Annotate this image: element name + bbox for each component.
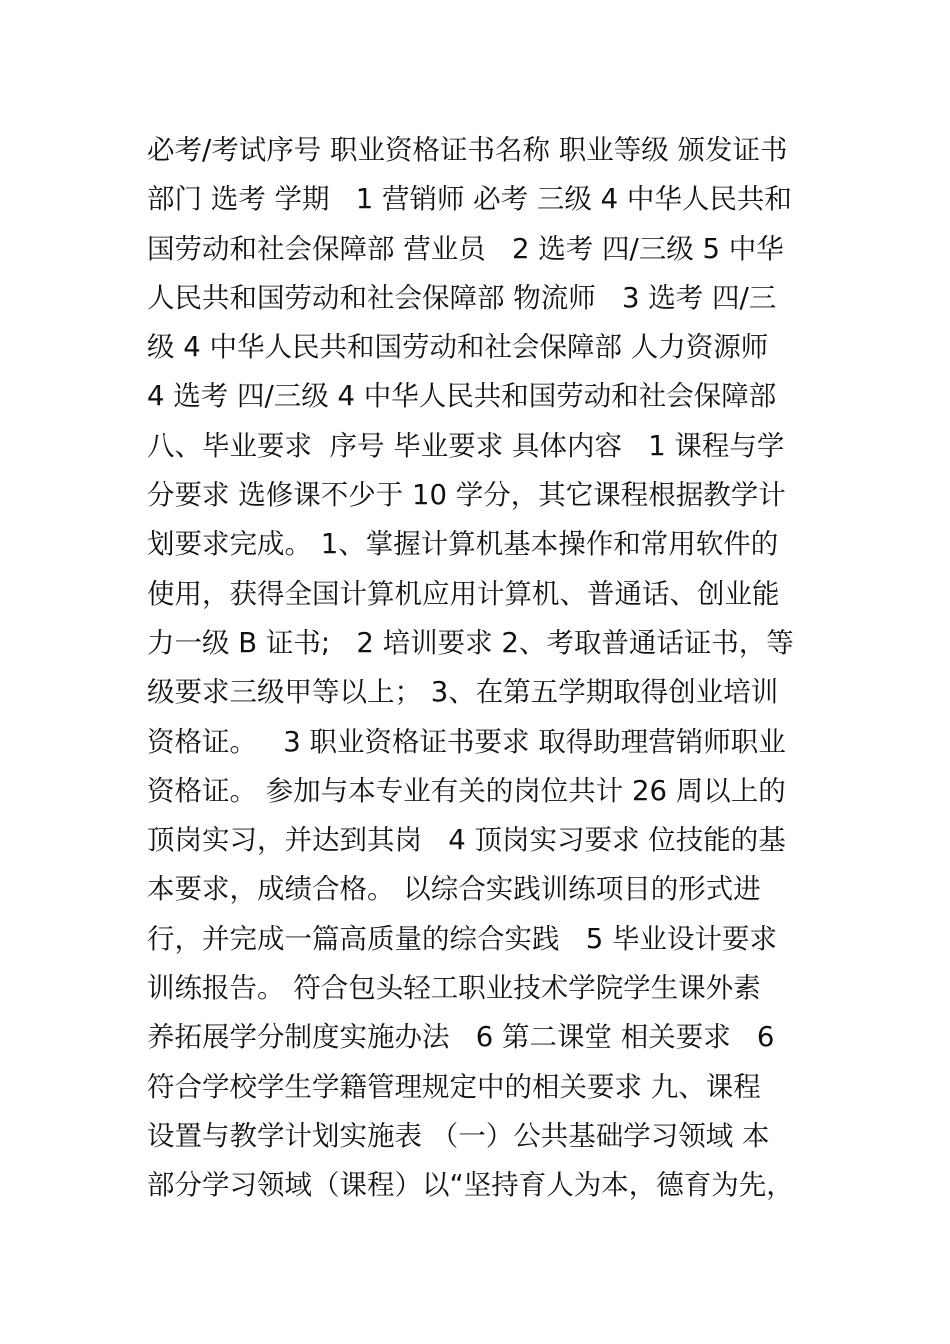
text-line: 八、毕业要求 序号 毕业要求 具体内容 1 课程与学: [147, 429, 785, 462]
body-text: [147, 126, 817, 1211]
text-line: 资格证。 3 职业资格证书要求 取得助理营销师职业: [147, 725, 786, 758]
text-line: 人民共和国劳动和社会保障部 物流师 3 选考 四/三: [147, 281, 777, 314]
text-line: 使用，获得全国计算机应用计算机、普通话、创业能: [147, 577, 780, 610]
text-line: 设置与教学计划实施表 （一）公共基础学习领域 本: [147, 1119, 770, 1152]
text-line: 级要求三级甲等以上； 3、在第五学期取得创业培训: [147, 676, 779, 709]
text-line: 部门 选考 学期 1 营销师 必考 三级 4 中华人民共和: [147, 183, 792, 216]
text-line: 训练报告。 符合包头轻工职业技术学院学生课外素: [147, 972, 761, 1005]
text-line: 国劳动和社会保障部 营业员 2 选考 四/三级 5 中华: [147, 232, 784, 265]
text-line: 划要求完成。 1、掌握计算机基本操作和常用软件的: [147, 528, 779, 561]
text-line: 资格证。 参加与本专业有关的岗位共计 26 周以上的: [147, 774, 786, 807]
text-line: 部分学习领域（课程）以“坚持育人为本，德育为先，: [147, 1169, 794, 1202]
text-line: 分要求 选修课不少于 10 学分，其它课程根据教学计: [147, 479, 786, 512]
text-line: 本要求，成绩合格。 以综合实践训练项目的形式进: [147, 873, 761, 906]
text-line: 养拓展学分制度实施办法 6 第二课堂 相关要求 6: [147, 1021, 775, 1054]
text-line: 级 4 中华人民共和国劳动和社会保障部 人力资源师: [147, 331, 769, 364]
text-line: 力一级 B 证书; 2 培训要求 2、考取普通话证书，等: [147, 626, 794, 659]
text-line: 顶岗实习，并达到其岗 4 顶岗实习要求 位技能的基: [147, 824, 786, 857]
text-line: 符合学校学生学籍管理规定中的相关要求 九、课程: [147, 1070, 761, 1103]
text-line: 必考/考试序号 职业资格证书名称 职业等级 颁发证书: [147, 134, 788, 166]
text-line: 4 选考 四/三级 4 中华人民共和国劳动和社会保障部: [147, 380, 777, 413]
text-line: 行，并完成一篇高质量的综合实践 5 毕业设计要求: [147, 922, 777, 955]
